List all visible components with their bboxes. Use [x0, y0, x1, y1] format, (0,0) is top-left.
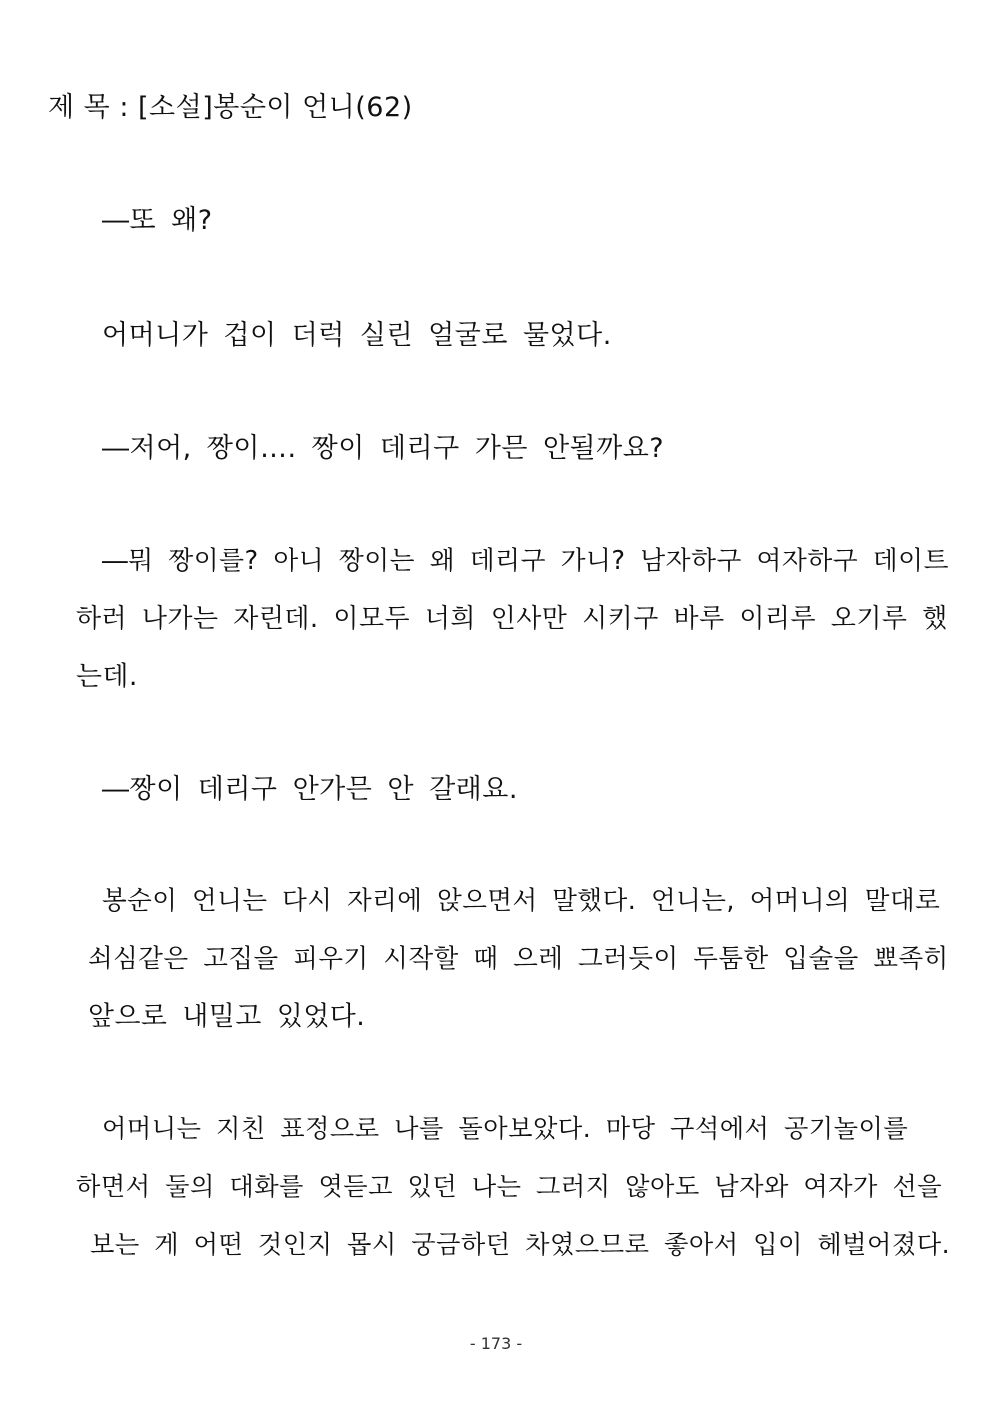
paragraph-narration-3 [76, 1100, 950, 1274]
paragraph-line: 어머니가 겁이 더럭 실린 얼굴로 물었다. [102, 320, 612, 351]
page-number: - 173 - [469, 1334, 523, 1353]
paragraph-narration-1 [102, 307, 612, 365]
paragraph-line: 보는 게 어떤 것인지 몹시 궁금하던 차였으므로 좋아서 입이 헤벌어졌다. [90, 1230, 951, 1259]
paragraph-line: ―저어, 짱이…. 짱이 데리구 가믄 안될까요? [102, 433, 665, 464]
paragraph-dialogue-2 [102, 420, 664, 478]
paragraph-dialogue-3 [76, 532, 949, 706]
paragraph-line: 앞으로 내밀고 있었다. [88, 1001, 366, 1032]
paragraph-line: 봉순이 언니는 다시 자리에 앉으면서 말했다. 언니는, 어머니의 말대로 [102, 886, 941, 916]
paragraph-line: 하면서 둘의 대화를 엿듣고 있던 나는 그러지 않아도 남자와 여자가 선을 [76, 1172, 943, 1201]
document-title: 제 목 : [소설]봉순이 언니(62) [48, 92, 413, 123]
paragraph-line: 어머니는 지친 표정으로 나를 돌아보았다. 마당 구석에서 공기놀이를 [102, 1114, 909, 1143]
paragraph-line: 는데. [76, 661, 138, 692]
paragraph-line: 하러 나가는 자린데. 이모두 너희 인사만 시키구 바루 이리루 오기루 했 [76, 604, 948, 634]
paragraph-dialogue-4 [102, 761, 518, 819]
paragraph-line: 쇠심같은 고집을 피우기 시작할 때 으레 그러듯이 두툼한 입술을 뾰족히 [88, 944, 949, 974]
paragraph-dialogue-1 [102, 192, 213, 250]
paragraph-line: ―또 왜? [102, 205, 213, 236]
paragraph-narration-2 [88, 872, 949, 1046]
paragraph-line: ―뭐 짱이를? 아니 짱이는 왜 데리구 가니? 남자하구 여자하구 데이트 [102, 546, 949, 576]
paragraph-line: ―짱이 데리구 안가믄 안 갈래요. [102, 774, 518, 805]
